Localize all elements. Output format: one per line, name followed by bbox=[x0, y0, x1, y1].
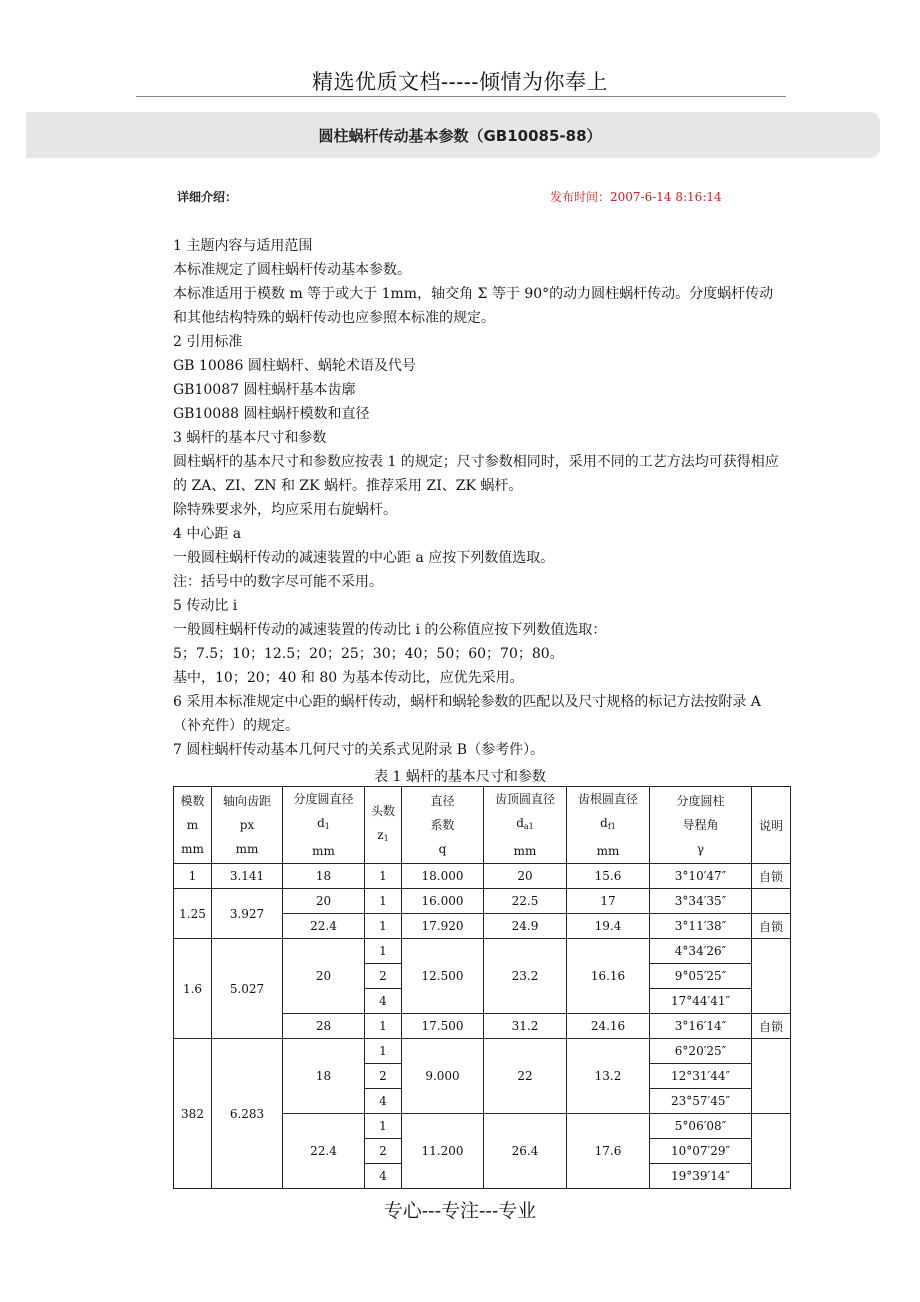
table-caption: 表 1 蜗杆的基本尺寸和参数 bbox=[374, 769, 546, 785]
cell-gamma: 23°57′45″ bbox=[650, 1089, 752, 1114]
cell-note: 自锁 bbox=[752, 864, 791, 889]
cell-z1: 1 bbox=[365, 1114, 402, 1139]
cell-gamma: 12°31′44″ bbox=[650, 1064, 752, 1089]
header-pitch-diameter: 分度圆直径 $d_1$ mm bbox=[283, 787, 365, 864]
reference-item: GB10088 圆柱蜗杆模数和直径 bbox=[173, 406, 370, 422]
cell-gamma: 5°06′08″ bbox=[650, 1114, 752, 1139]
cell-d1: 20 bbox=[283, 889, 365, 914]
cell-z1: 1 bbox=[365, 1014, 402, 1039]
header-divider bbox=[136, 96, 786, 97]
table-row bbox=[174, 889, 791, 914]
cell-q: 11.200 bbox=[402, 1114, 484, 1189]
detail-label: 详细介绍： bbox=[177, 190, 238, 204]
cell-gamma: 3°16′14″ bbox=[650, 1014, 752, 1039]
doc-title: 圆柱蜗杆传动基本参数（GB10085-88） bbox=[318, 127, 602, 145]
paragraph: 本标准规定了圆柱蜗杆传动基本参数。 bbox=[173, 262, 411, 278]
cell-gamma: 3°10′47″ bbox=[650, 864, 752, 889]
table-header-row bbox=[174, 787, 791, 864]
cell-df1: 24.16 bbox=[567, 1014, 650, 1039]
cell-d1: 18 bbox=[283, 1039, 365, 1114]
cell-gamma: 17°44′41″ bbox=[650, 989, 752, 1014]
section-heading: 4 中心距 a bbox=[173, 526, 242, 542]
reference-item: GB 10086 圆柱蜗杆、蜗轮术语及代号 bbox=[173, 358, 416, 374]
document-body bbox=[173, 234, 783, 762]
cell-gamma: 9°05′25″ bbox=[650, 964, 752, 989]
cell-z1: 1 bbox=[365, 914, 402, 939]
header-module: 模数 m mm bbox=[174, 787, 212, 864]
table-row bbox=[174, 1039, 791, 1064]
cell-q: 12.500 bbox=[402, 939, 484, 1014]
page-header: 精选优质文档-----倾情为你奉上 bbox=[312, 70, 608, 94]
cell-z1: 4 bbox=[365, 989, 402, 1014]
header-note: 说明 bbox=[752, 787, 791, 864]
cell-df1: 19.4 bbox=[567, 914, 650, 939]
cell-df1: 17.6 bbox=[567, 1114, 650, 1189]
paragraph: 5；7.5；10；12.5；20；25；30；40；50；60；70；80。 bbox=[173, 646, 564, 662]
cell-z1: 1 bbox=[365, 1039, 402, 1064]
reference-item: GB10087 圆柱蜗杆基本齿廓 bbox=[173, 382, 356, 398]
cell-da1: 26.4 bbox=[484, 1114, 567, 1189]
cell-z1: 1 bbox=[365, 864, 402, 889]
cell-gamma: 3°11′38″ bbox=[650, 914, 752, 939]
section-heading: 5 传动比 i bbox=[173, 598, 238, 614]
header-diameter-factor: 直径 系数 q bbox=[402, 787, 484, 864]
paragraph: 基中，10；20；40 和 80 为基本传动比，应优先采用。 bbox=[173, 670, 524, 686]
paragraph: 7 圆柱蜗杆传动基本几何尺寸的关系式见附录 B（参考件）。 bbox=[173, 742, 545, 758]
cell-q: 17.920 bbox=[402, 914, 484, 939]
cell-d1: 28 bbox=[283, 1014, 365, 1039]
cell-pitch: 6.283 bbox=[212, 1039, 283, 1189]
cell-d1: 20 bbox=[283, 939, 365, 1014]
paragraph: 6 采用本标准规定中心距的蜗杆传动，蜗杆和蜗轮参数的匹配以及尺寸规格的标记方法按附录 A（补充件）的规定。 bbox=[173, 694, 761, 734]
paragraph: 本标准适用于模数 m 等于或大于 1mm，轴交角 Σ 等于 90°的动力圆柱蜗杆传动。分度蜗杆传动和其他结构特殊的蜗杆传动也应参照本标准的规定。 bbox=[173, 286, 774, 326]
cell-gamma: 4°34′26″ bbox=[650, 939, 752, 964]
cell-gamma: 10°07′29″ bbox=[650, 1139, 752, 1164]
cell-q: 18.000 bbox=[402, 864, 484, 889]
paragraph: 注：括号中的数字尽可能不采用。 bbox=[173, 574, 383, 590]
cell-q: 17.500 bbox=[402, 1014, 484, 1039]
cell-pitch: 5.027 bbox=[212, 939, 283, 1039]
cell-note bbox=[752, 1114, 791, 1189]
table-row bbox=[174, 864, 791, 889]
cell-module: 1.25 bbox=[174, 889, 212, 939]
cell-gamma: 6°20′25″ bbox=[650, 1039, 752, 1064]
cell-note bbox=[752, 1039, 791, 1114]
worm-parameter-table bbox=[173, 786, 791, 1189]
cell-da1: 31.2 bbox=[484, 1014, 567, 1039]
publish-time: 发布时间：2007-6-14 8:16:14 bbox=[550, 190, 722, 204]
cell-z1: 4 bbox=[365, 1089, 402, 1114]
header-root-diameter: 齿根圆直径 $d_{f1}$ mm bbox=[567, 787, 650, 864]
table-row bbox=[174, 939, 791, 964]
cell-d1: 22.4 bbox=[283, 1114, 365, 1189]
cell-note bbox=[752, 889, 791, 914]
cell-z1: 4 bbox=[365, 1164, 402, 1189]
section-heading: 1 主题内容与适用范围 bbox=[173, 238, 313, 254]
cell-d1: 22.4 bbox=[283, 914, 365, 939]
cell-da1: 20 bbox=[484, 864, 567, 889]
header-lead-angle: 分度圆柱 导程角 γ bbox=[650, 787, 752, 864]
cell-df1: 13.2 bbox=[567, 1039, 650, 1114]
header-tip-diameter: 齿顶圆直径 $d_{a1}$ mm bbox=[484, 787, 567, 864]
page-footer: 专心---专注---专业 bbox=[383, 1200, 537, 1222]
cell-df1: 16.16 bbox=[567, 939, 650, 1014]
cell-df1: 15.6 bbox=[567, 864, 650, 889]
cell-pitch: 3.927 bbox=[212, 889, 283, 939]
cell-df1: 17 bbox=[567, 889, 650, 914]
paragraph: 除特殊要求外，均应采用右旋蜗杆。 bbox=[173, 502, 397, 518]
cell-da1: 24.9 bbox=[484, 914, 567, 939]
cell-gamma: 19°39′14″ bbox=[650, 1164, 752, 1189]
cell-d1: 18 bbox=[283, 864, 365, 889]
cell-module: 1 bbox=[174, 864, 212, 889]
paragraph: 圆柱蜗杆的基本尺寸和参数应按表 1 的规定；尺寸参数相同时，采用不同的工艺方法均可获得相应的 ZA、ZI、ZN 和 ZK 蜗杆。推荐采用 ZI、ZK 蜗杆。 bbox=[173, 454, 779, 494]
cell-z1: 1 bbox=[365, 889, 402, 914]
cell-pitch: 3.141 bbox=[212, 864, 283, 889]
cell-q: 9.000 bbox=[402, 1039, 484, 1114]
cell-z1: 2 bbox=[365, 1139, 402, 1164]
paragraph: 一般圆柱蜗杆传动的减速装置的传动比 i 的公称值应按下列数值选取： bbox=[173, 622, 607, 638]
cell-da1: 22 bbox=[484, 1039, 567, 1114]
paragraph: 一般圆柱蜗杆传动的减速装置的中心距 a 应按下列数值选取。 bbox=[173, 550, 555, 566]
cell-da1: 23.2 bbox=[484, 939, 567, 1014]
cell-z1: 2 bbox=[365, 1064, 402, 1089]
cell-module: 382 bbox=[174, 1039, 212, 1189]
cell-q: 16.000 bbox=[402, 889, 484, 914]
cell-z1: 2 bbox=[365, 964, 402, 989]
cell-z1: 1 bbox=[365, 939, 402, 964]
section-heading: 3 蜗杆的基本尺寸和参数 bbox=[173, 430, 327, 446]
cell-note bbox=[752, 939, 791, 1014]
header-starts: 头数 $z_1$ bbox=[365, 787, 402, 864]
cell-da1: 22.5 bbox=[484, 889, 567, 914]
cell-gamma: 3°34′35″ bbox=[650, 889, 752, 914]
cell-module: 1.6 bbox=[174, 939, 212, 1039]
cell-note: 自锁 bbox=[752, 1014, 791, 1039]
header-axial-pitch: 轴向齿距 px mm bbox=[212, 787, 283, 864]
cell-note: 自锁 bbox=[752, 914, 791, 939]
section-heading: 2 引用标准 bbox=[173, 334, 243, 350]
